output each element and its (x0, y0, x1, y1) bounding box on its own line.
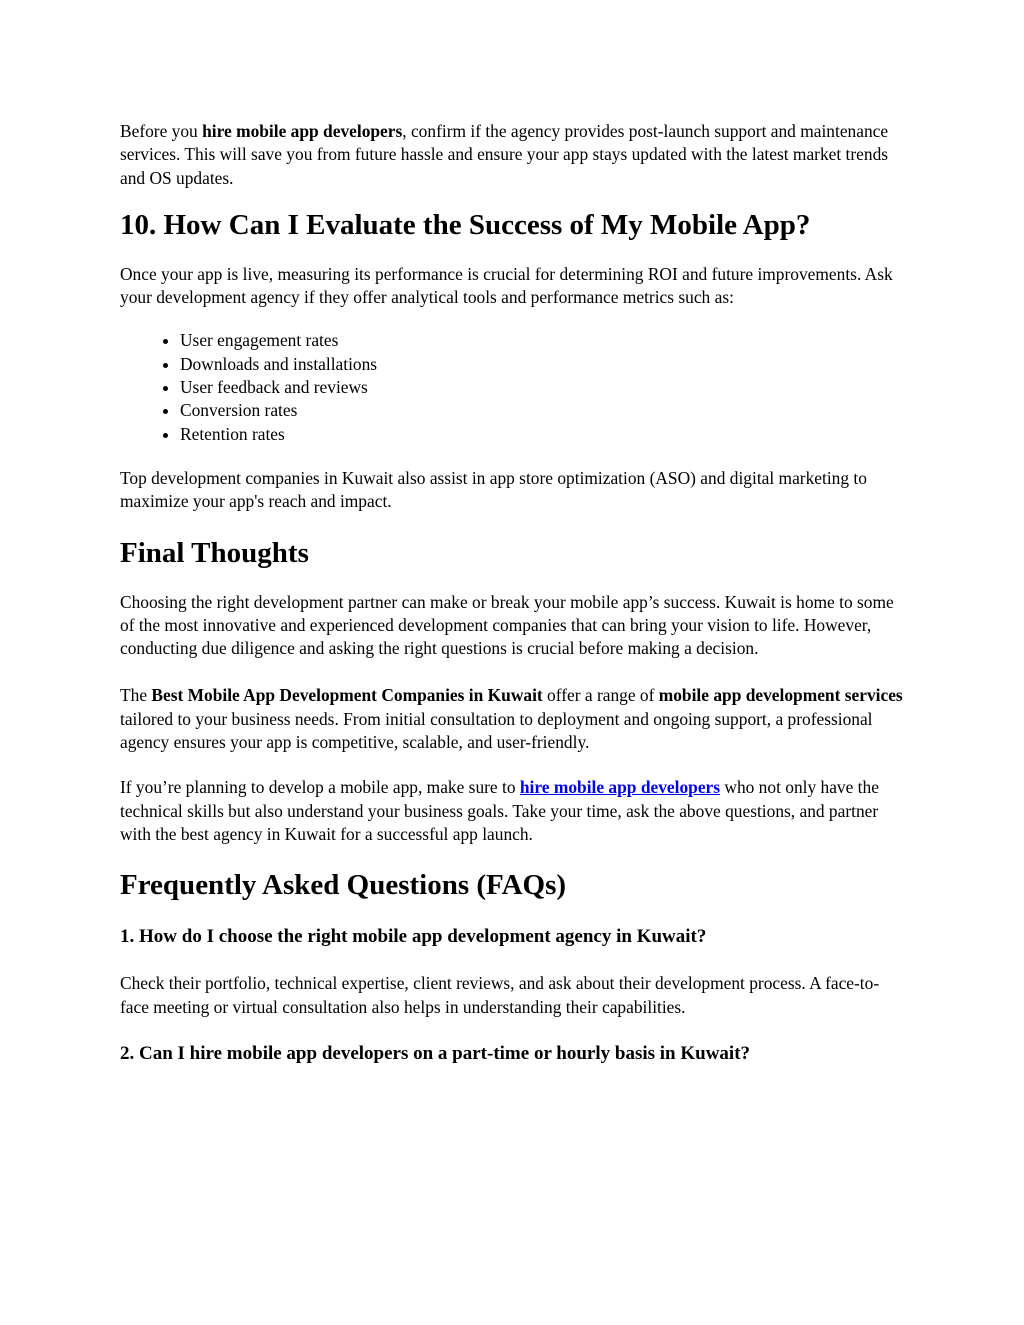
list-item: • User feedback and reviews (180, 376, 905, 399)
final-thoughts-paragraph-1: Choosing the right development partner can make or break your mobile app’s success. Kuwait is home to some of the most innovative and experienced development companies that can bring your vision to life. However, conducting due diligence and asking the right questions is crucial before making a decision. (120, 591, 894, 659)
text-run: tailored to your business needs. From initial consultation to deployment and ongoing support, a professional agency ensures your app is competitive, scalable, and user-friendly. (120, 708, 873, 753)
faq-question-1: 1. How do I choose the right mobile app development agency in Kuwait? (120, 926, 707, 948)
section-10-heading: 10. How Can I Evaluate the Success of My Mobile App? (120, 208, 811, 241)
intro-text-before: Before you (120, 121, 203, 141)
metrics-list (120, 329, 905, 445)
faq-answer-1: Check their portfolio, technical expertise, client reviews, and ask about their development process. A face-to-face meeting or virtual consultation also helps in understanding their capabilities. (120, 973, 880, 1017)
text-run: If you’re planning to develop a mobile app, make sure to (120, 777, 520, 798)
bold-phrase-services: mobile app development services (658, 685, 903, 706)
list-item: • Downloads and installations (180, 353, 905, 376)
text-run: offer a range of (542, 685, 659, 706)
intro-text-after: , confirm if the agency provides post-launch support and maintenance services. This will save you from future hassle and ensure your app stays updated with the latest market trends and OS updates. (120, 121, 889, 188)
intro-paragraph (120, 120, 905, 190)
bold-phrase-best-companies: Best Mobile App Development Companies in Kuwait (151, 685, 543, 706)
final-thoughts-paragraph-3 (120, 776, 905, 846)
final-thoughts-paragraph-2 (120, 684, 905, 754)
text-run: The (120, 685, 152, 706)
text-run: who not only have the technical skills but also understand your business goals. Take your time, ask the above questions, and partner with the best agency in Kuwait for a successful app launch. (120, 777, 879, 844)
document-page (120, 120, 905, 1066)
final-thoughts-heading: Final Thoughts (120, 536, 309, 569)
section-10-closing-paragraph: Top development companies in Kuwait also assist in app store optimization (ASO) and digital marketing to maximize your app's reach and impact. (120, 467, 867, 512)
list-item: • Conversion rates (180, 399, 905, 422)
faqs-heading: Frequently Asked Questions (FAQs) (120, 869, 567, 902)
intro-bold-phrase: hire mobile app developers (202, 121, 403, 141)
faq-question-2: 2. Can I hire mobile app developers on a part-time or hourly basis in Kuwait? (120, 1042, 751, 1064)
section-10-paragraph: Once your app is live, measuring its performance is crucial for determining ROI and future improvements. Ask your development agency if they offer analytical tools and performance metrics such as: (120, 263, 893, 308)
list-item: • User engagement rates (180, 329, 905, 352)
list-item: • Retention rates (180, 423, 905, 446)
hire-developers-link[interactable]: hire mobile app developers (519, 777, 721, 798)
